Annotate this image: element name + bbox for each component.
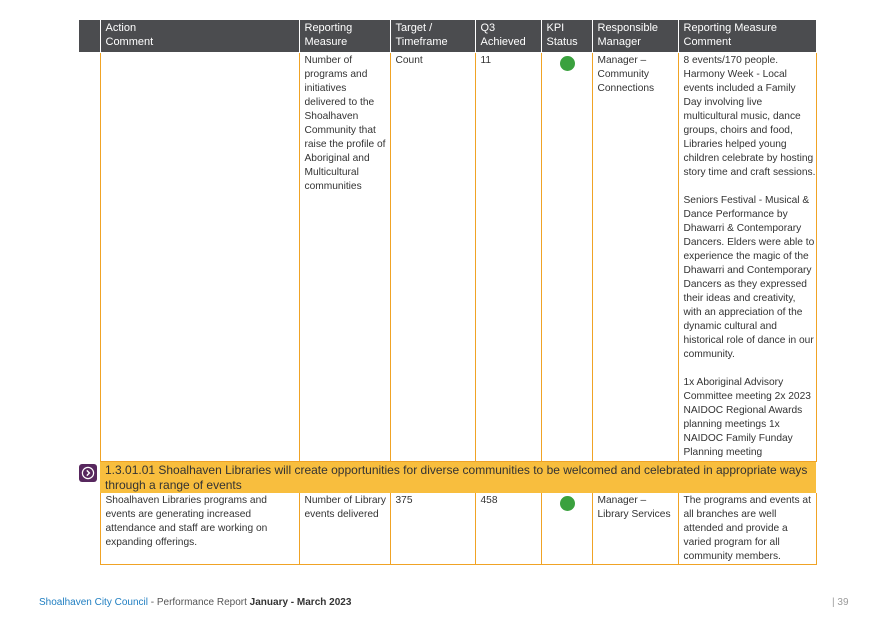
header-label: Comment <box>105 36 154 48</box>
header-label: KPI <box>546 22 565 34</box>
reporting-comment-cell <box>678 53 816 462</box>
chevron-right-circle-icon[interactable] <box>79 464 97 482</box>
header-label: Comment <box>683 36 732 48</box>
kpi-status-cell <box>541 493 592 565</box>
header-label: Target / <box>395 22 433 34</box>
action-title: 1.3.01.01 Shoalhaven Libraries will create opportunities for diverse communities to be welcomed and celebrated in appropriate ways through a range of events <box>100 462 816 494</box>
action-comment-cell: Shoalhaven Libraries programs and events are generating increased attendance and staff are working on expanding offerings. <box>100 493 299 565</box>
header-kpi-status <box>541 20 592 53</box>
reporting-measure-cell: Number of Library events delivered <box>299 493 390 565</box>
action-row <box>79 462 816 494</box>
header-action-comment <box>100 20 299 53</box>
table-row <box>79 493 816 565</box>
achieved-cell: 458 <box>475 493 541 565</box>
header-label: Achieved <box>480 36 526 48</box>
status-green-icon <box>560 496 575 511</box>
header-label: Reporting Measure <box>683 22 778 34</box>
footer-separator: - Performance Report <box>147 597 250 608</box>
kpi-status-cell <box>541 53 592 462</box>
header-reporting-measure <box>299 20 390 53</box>
performance-table <box>79 20 817 565</box>
row-gutter <box>79 53 100 462</box>
header-label: Q3 <box>480 22 496 34</box>
footer-period: January - March 2023 <box>249 597 352 608</box>
responsible-manager-cell: Manager – Community Connections <box>592 53 678 462</box>
reporting-comment-cell: The programs and events at all branches are well attended and provide a varied program for all community members. <box>678 493 816 565</box>
page-number: | 39 <box>832 597 849 608</box>
header-label: Reporting <box>304 22 353 34</box>
header-label: Measure <box>304 36 348 48</box>
action-icon-cell <box>79 462 100 494</box>
responsible-manager-cell: Manager – Library Services <box>592 493 678 565</box>
reporting-measure-cell: Number of programs and initiatives delivered to the Shoalhaven Community that raise the profile of Aboriginal and Multicultural communities <box>299 53 390 462</box>
header-label: Responsible <box>597 22 659 34</box>
header-gutter <box>79 20 100 53</box>
status-green-icon <box>560 56 575 71</box>
header-label: Status <box>546 36 578 48</box>
action-comment-cell <box>100 53 299 462</box>
header-reporting-measure-comment <box>678 20 816 53</box>
header-target-timeframe <box>390 20 475 53</box>
comment-paragraph: 8 events/170 people. Harmony Week - Local events included a Family Day involving live multicultural music, dance groups, choirs and food, Libraries helped young children celebrate by hosting story time and craft sessions. <box>683 55 816 178</box>
footer-org: Shoalhaven City Council <box>39 597 148 608</box>
header-label: Timeframe <box>395 36 448 48</box>
target-cell: 375 <box>390 493 475 565</box>
header-responsible-manager <box>592 20 678 53</box>
header-label: Manager <box>597 36 641 48</box>
table-header-row <box>79 20 816 53</box>
footer-report-title <box>39 597 351 608</box>
header-label: Action <box>105 22 137 34</box>
comment-paragraph: Seniors Festival - Musical & Dance Performance by Dhawarri & Contemporary Dancers. Elders were able to experience the magic of the Dhawarri and Contemporary Dancers as they expressed their ideas and creativity, with an appreciation of the dynamic cultural and historical role of dance in our community. <box>683 195 815 360</box>
comment-paragraph: 1x Aboriginal Advisory Committee meeting 2x 2023 NAIDOC Regional Awards planning meetings 1x NAIDOC Family Funday Planning meeting <box>683 377 811 458</box>
target-cell: Count <box>390 53 475 462</box>
row-gutter <box>79 493 100 565</box>
achieved-cell: 11 <box>475 53 541 462</box>
table-row <box>79 53 816 462</box>
header-q3-achieved <box>475 20 541 53</box>
